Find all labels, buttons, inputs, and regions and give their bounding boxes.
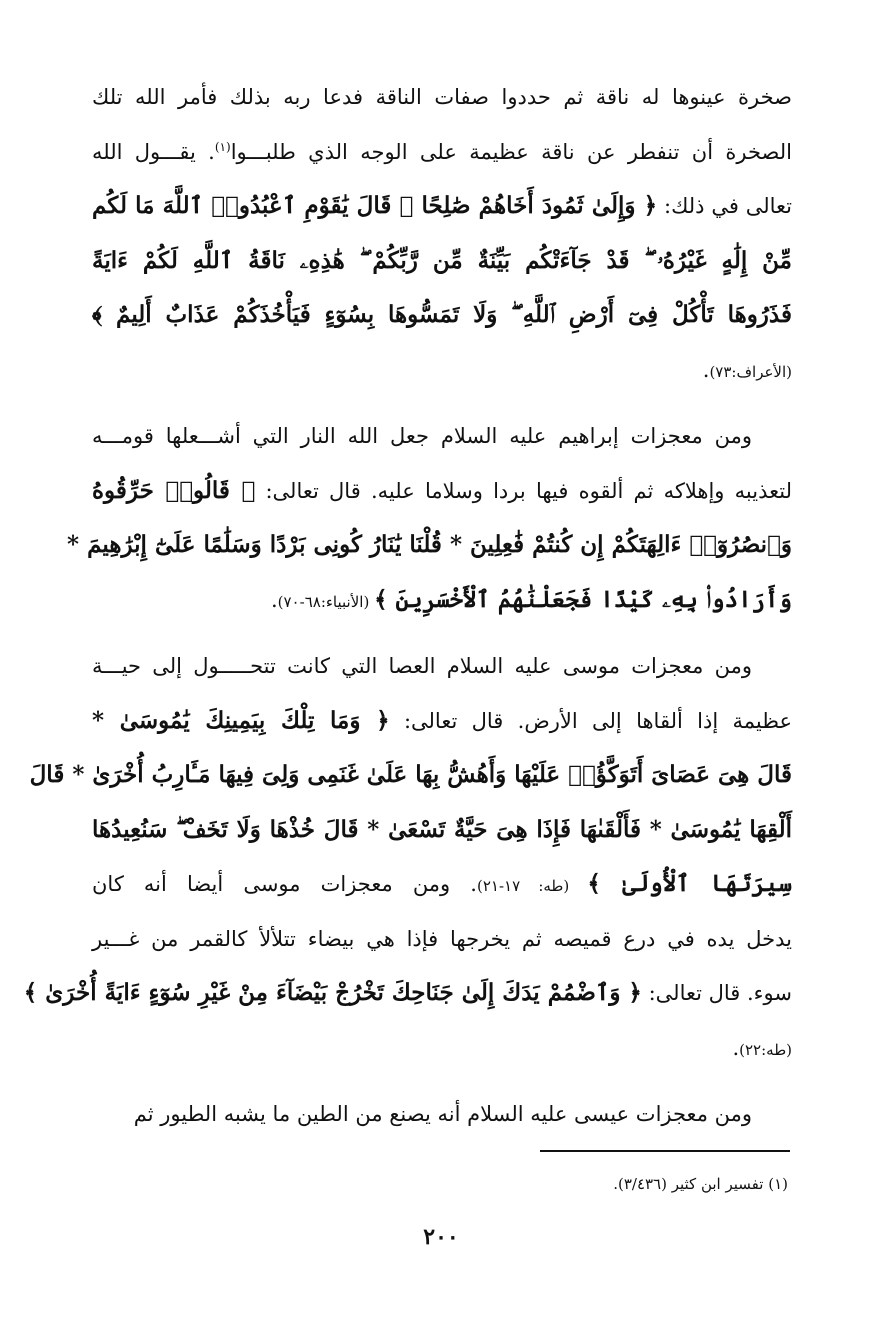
quran-verse: وَأَرَادُوا۟ بِهِۦ كَيْدًا فَجَعَلْنَٰهُمُ ٱلْأَخْسَرِينَ ﴾ — [374, 585, 792, 613]
quran-verse: ﴿ قَالُوا۟ حَرِّقُوهُ — [92, 476, 256, 504]
text-line — [92, 179, 792, 234]
body-text-run: يدخل يده في درع قميصه ثم يخرجها فإذا هي بيضاء تتلألأ كالقمر من غـــير — [92, 926, 792, 951]
paragraph — [23, 639, 792, 1075]
text-line — [92, 857, 792, 912]
text-line — [92, 70, 792, 125]
verse-reference: (الأعراف:٧٣) — [709, 362, 792, 381]
text-line — [92, 125, 792, 180]
body-text-run: . — [732, 1035, 740, 1060]
body-text-run: . ومن معجزات موسى أيضا أنه كان — [92, 872, 477, 896]
quran-verse: أَلْقِهَا يَٰمُوسَىٰ * فَأَلْقَىٰهَا فَإِذَا هِىَ حَيَّةٌ تَسْعَىٰ * قَالَ خُذْهَا وَلَا تَخَفْ ۖ سَنُعِيدُهَا — [92, 815, 792, 843]
paragraph-gap — [92, 1075, 792, 1087]
text-line — [92, 1021, 792, 1076]
verse-reference: (طه:٢٢) — [739, 1040, 792, 1059]
verse-reference: (طه: ١٧-٢١) — [476, 877, 588, 895]
body-text-run: . — [270, 587, 278, 612]
body-text-run: الصخرة أن تنفطر عن ناقة عظيمة على الوجه الذي طلبـــوا — [230, 139, 792, 164]
paragraph — [92, 70, 792, 397]
text-line — [92, 639, 792, 694]
footnote-marker: (١) — [214, 139, 231, 154]
quran-verse: ﴿ وَمَا تِلْكَ بِيَمِينِكَ يَٰمُوسَىٰ * — [92, 706, 390, 734]
verse-reference: (الأنبياء:٦٨-٧٠) — [277, 592, 375, 611]
text-line — [92, 343, 792, 398]
body-text — [23, 70, 792, 1142]
text-line — [92, 409, 792, 464]
text-line — [92, 694, 792, 749]
body-text-run: تعالى في ذلك: — [657, 194, 792, 218]
text-line — [92, 912, 792, 967]
text-line — [92, 288, 792, 343]
quran-verse: مِّنْ إِلَٰهٍ غَيْرُهُۥ ۖ قَدْ جَآءَتْكُم بَيِّنَةٌ مِّن رَّبِّكُمْ ۖ هَٰذِهِۦ نَاقَةُ ٱللَّهِ لَكُمْ ءَايَةً — [92, 246, 792, 274]
quran-verse: ﴿ وَٱضْمُمْ يَدَكَ إِلَىٰ جَنَاحِكَ تَخْرُجْ بَيْضَآءَ مِنْ غَيْرِ سُوٓءٍ ءَايَةً أُخْرَىٰ ﴾ — [23, 979, 642, 1006]
quran-verse: قَالَ هِىَ عَصَاىَ أَتَوَكَّؤُا۟ عَلَيْهَا وَأَهُشُّ بِهَا عَلَىٰ غَنَمِى وَلِىَ فِيهَا مَـَٔارِبُ أُخْرَىٰ * قَالَ — [29, 761, 792, 788]
text-line — [29, 748, 792, 803]
body-text-run: سوء. قال تعالى: — [641, 981, 792, 1005]
text-line — [92, 234, 792, 289]
text-line — [92, 1087, 792, 1142]
quran-verse: ﴿ وَإِلَىٰ ثَمُودَ أَخَاهُمْ صَٰلِحًا ۗ قَالَ يَٰقَوْمِ ٱعْبُدُوا۟ ٱللَّهَ مَا لَكُم — [92, 192, 658, 219]
page-number: ٢٠٠ — [423, 1224, 459, 1250]
body-text-run: . يقـــول الله — [92, 139, 215, 164]
paragraph — [67, 409, 792, 627]
paragraph-gap — [92, 397, 792, 409]
paragraph-gap — [92, 627, 792, 639]
footnote: (١) تفسير ابن كثير (٣/٤٣٦). — [613, 1175, 788, 1193]
body-text-run: ومن معجزات موسى عليه السلام العصا التي كانت تتحـــــول إلى حيـــة — [92, 654, 752, 678]
text-line — [67, 518, 792, 573]
text-line — [23, 966, 792, 1021]
body-text-run: صخرة عينوها له ناقة ثم حددوا صفات الناقة فدعا ربه بذلك فأمر الله تلك — [92, 85, 792, 109]
quran-verse: وَٱنصُرُوٓا۟ ءَالِهَتَكُمْ إِن كُنتُمْ فَٰعِلِينَ * قُلْنَا يَٰنَارُ كُونِى بَرْدًا وَسَلَٰمًا عَلَىٰٓ إِبْرَٰهِيمَ * — [67, 531, 792, 558]
quran-verse: فَذَرُوهَا تَأْكُلْ فِىٓ أَرْضِ ٱللَّهِ ۖ وَلَا تَمَسُّوهَا بِسُوٓءٍ فَيَأْخُذَكُمْ عَذَابٌ أَلِيمٌ ﴾ — [92, 301, 792, 328]
footnote-divider — [540, 1150, 790, 1152]
body-text-run: . — [702, 357, 710, 382]
body-text-run: عظيمة إذا ألقاها إلى الأرض. قال تعالى: — [389, 708, 792, 733]
text-line — [92, 573, 792, 628]
body-text-run: ومن معجزات عيسى عليه السلام أنه يصنع من الطين ما يشبه الطيور ثم — [133, 1102, 752, 1126]
body-text-run: ومن معجزات إبراهيم عليه السلام جعل الله النار التي أشـــعلها قومـــه — [92, 424, 752, 448]
body-text-run: لتعذيبه وإهلاكه ثم ألقوه فيها بردا وسلاما عليه. قال تعالى: — [255, 478, 792, 503]
text-line — [92, 803, 792, 858]
quran-verse: سِيرَتَهَا ٱلْأُولَىٰ ﴾ — [587, 870, 792, 897]
paragraph — [92, 1087, 792, 1142]
text-line — [92, 464, 792, 519]
